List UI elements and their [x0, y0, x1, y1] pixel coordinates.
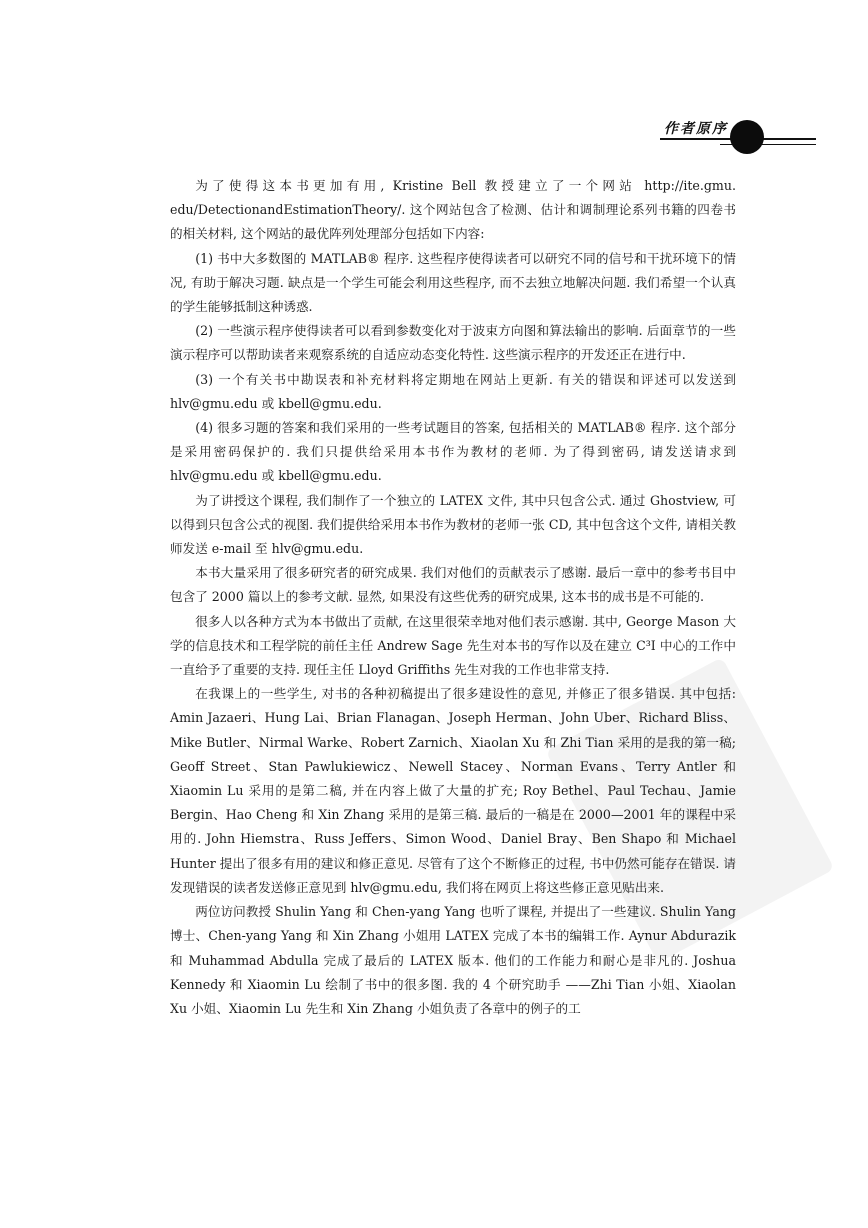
paragraph-item-2: (2) 一些演示程序使得读者可以看到参数变化对于波束方向图和算法输出的影响. 后面章节的一些演示程序可以帮助读者来观察系统的自适应动态变化特性. 这些演示程序的开发还正在进行中.	[170, 323, 736, 363]
paragraph-latex: 为了讲授这个课程, 我们制作了一个独立的 LATEX 文件, 其中只包含公式. 通过 Ghostview, 可以得到只包含公式的视图. 我们提供给采用本书作为教材的老师一张 CD, 其中包含这个文件, 请相关教师发送 e-mail 至 hlv@gmu.edu.	[170, 492, 736, 557]
paragraph-thanks: 很多人以各种方式为本书做出了贡献, 在这里很荣幸地对他们表示感谢. 其中, George Mason 大学的信息技术和工程学院的前任主任 Andrew Sage 先生对本书的写作以及在建立 C³I 中心的工作中一直给予了重要的支持. 现任主任 Lloyd Griffiths 先生对我的工作也非常支持.	[170, 613, 736, 678]
paragraph-students: 在我课上的一些学生, 对书的各种初稿提出了很多建设性的意见, 并修正了很多错误. 其中包括: Amin Jazaeri、Hung Lai、Brian Flanagan、Joseph Herman、John Uber、Richard Bliss、Mike Butler、Nirmal Warke、Robert Zarnich、Xiaolan Xu 和 Zhi Tian 采用的是我的第一稿; Geoff Street、Stan Pawlukiewicz、Newell Stacey、Norman Evans、Terry Antler 和 Xiaomin Lu 采用的是第二稿, 并在内容上做了大量的扩充; Roy Bethel、Paul Techau、Jamie Bergin、Hao Cheng 和 Xin Zhang 采用的是第三稿. 最后的一稿是在 2000—2001 年的课程中采用的. John Hiemstra、Russ Jeffers、Simon Wood、Daniel Bray、Ben Shapo 和 Michael Hunter 提出了很多有用的建议和修正意见. 尽管有了这个不断修正的过程, 书中仍然可能存在错误. 请发现错误的读者发送修正意见到 hlv@gmu.edu, 我们将在网页上将这些修正意见贴出来.	[170, 686, 736, 895]
paragraph-visitors: 两位访问教授 Shulin Yang 和 Chen-yang Yang 也听了课程, 并提出了一些建议. Shulin Yang 博士、Chen-yang Yang 和 Xin Zhang 小姐用 LATEX 完成了本书的编辑工作. Aynur Abdurazik 和 Muhammad Abdulla 完成了最后的 LATEX 版本. 他们的工作能力和耐心是非凡的. Joshua Kennedy 和 Xiaomin Lu 绘制了书中的很多图. 我的 4 个研究助手 ——Zhi Tian 小姐、Xiaolan Xu 小姐、Xiaomin Lu 先生和 Xin Zhang 小姐负责了各章中的例子的工	[170, 904, 736, 1016]
paragraph-references: 本书大量采用了很多研究者的研究成果. 我们对他们的贡献表示了感谢. 最后一章中的参考书目中包含了 2000 篇以上的参考文献. 显然, 如果没有这些优秀的研究成果, 这本书的成书是不可能的.	[170, 565, 736, 605]
paragraph-website: 为了使得这本书更加有用, Kristine Bell 教授建立了一个网站 http://ite.gmu. edu/DetectionandEstimationTheory/. 这个网站包含了检测、估计和调制理论系列书籍的四卷书的相关材料, 这个网站的最优阵列处理部分包括如下内容:	[170, 178, 736, 242]
paragraph-item-1: (1) 书中大多数图的 MATLAB® 程序. 这些程序使得读者可以研究不同的信号和干扰环境下的情况, 有助于解决习题. 缺点是一个学生可能会利用这些程序, 而不去独立地解决问题. 我们希望一个认真的学生能够抵制这种诱惑.	[170, 250, 736, 315]
paragraph-item-3: (3) 一个有关书中勘误表和补充材料将定期地在网站上更新. 有关的错误和评述可以发送到 hlv@gmu.edu 或 kbell@gmu.edu.	[170, 371, 736, 411]
paragraph-item-4: (4) 很多习题的答案和我们采用的一些考试题目的答案, 包括相关的 MATLAB® 程序. 这个部分是采用密码保护的. 我们只提供给采用本书作为教材的老师. 为了得到密码, 请发送请求到 hlv@gmu.edu 或 kbell@gmu.edu.	[170, 420, 736, 484]
text-body	[170, 174, 736, 1021]
header-title: 作者原序	[664, 121, 728, 137]
running-header	[620, 114, 820, 150]
header-dot-icon	[730, 120, 764, 154]
